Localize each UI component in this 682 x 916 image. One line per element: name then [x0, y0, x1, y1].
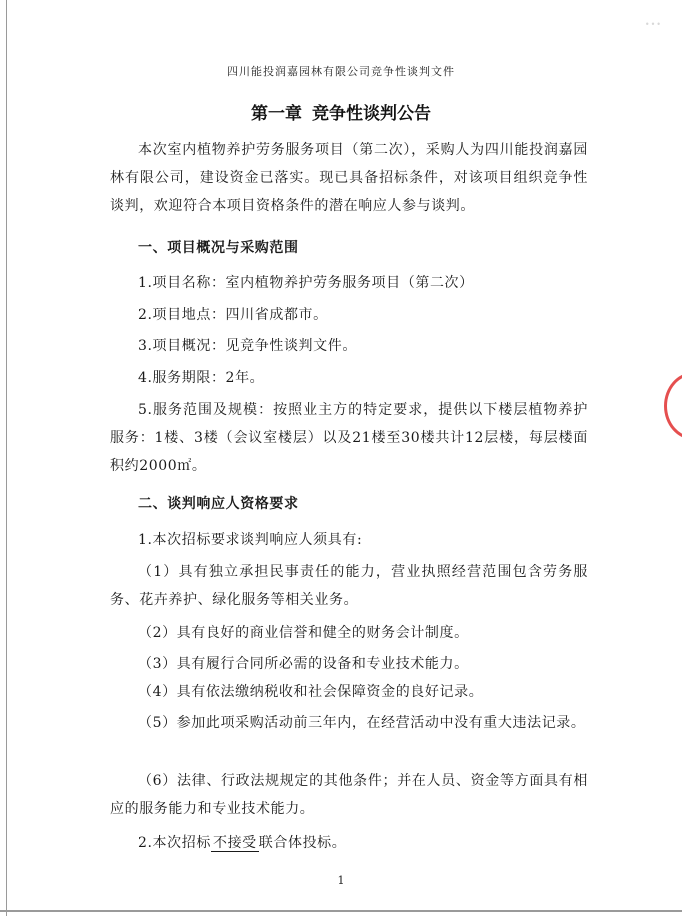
service-scope-item: 5.服务范围及规模：按照业主方的特定要求，提供以下楼层植物养护服务：1楼、3楼（会议室楼层）以及21楼至30楼共计12层楼，每层楼面积约2000㎡。: [110, 402, 588, 474]
service-period-item: 4.服务期限：2年。: [138, 370, 265, 386]
consortium-prefix: 2.本次招标: [138, 835, 211, 851]
page-frame-bottom: [0, 910, 682, 912]
corner-watermark: •••: [644, 20, 662, 29]
requirement-item: （1）具有独立承担民事责任的能力，营业执照经营范围包含劳务服务、花卉养护、绿化服务等相关业务。: [110, 564, 588, 608]
requirement-item: （5）参加此项采购活动前三年内，在经营活动中没有重大违法记录。: [138, 715, 586, 731]
project-name-item: 1.项目名称：室内植物养护劳务服务项目（第二次）: [138, 275, 474, 291]
chapter-name: 竞争性谈判公告: [312, 104, 431, 124]
consortium-suffix: 联合体投标。: [258, 835, 347, 851]
consortium-underlined: 不接受: [212, 835, 257, 851]
requirement-item: （6）法律、行政法规规定的其他条件；并在人员、资金等方面具有相应的服务能力和专业技术能力。: [110, 773, 588, 817]
requirement-item: （4）具有依法缴纳税收和社会保障资金的良好记录。: [138, 684, 484, 700]
chapter-title: [0, 99, 682, 124]
section-heading-1: 一、项目概况与采购范围: [138, 240, 299, 256]
section-heading-2: 二、谈判响应人资格要求: [138, 496, 299, 512]
requirements-lead: 1.本次招标要求谈判响应人须具有:: [138, 532, 363, 548]
project-overview-item: 3.项目概况：见竞争性谈判文件。: [138, 338, 357, 354]
chapter-number: 第一章: [251, 104, 302, 124]
requirement-item: （3）具有履行合同所必需的设备和专业技术能力。: [138, 656, 469, 672]
consortium-clause: [110, 829, 588, 857]
page-frame-left: [6, 0, 7, 916]
seal-stamp-edge: [662, 372, 682, 442]
intro-paragraph: 本次室内植物养护劳务服务项目（第二次），采购人为四川能投润嘉园林有限公司，建设资金已落实。现已具备招标条件，对该项目组织竞争性谈判，欢迎符合本项目资格条件的潜在响应人参与谈判。: [110, 142, 588, 214]
project-location-item: 2.项目地点：四川省成都市。: [138, 307, 328, 323]
requirement-item: （2）具有良好的商业信誉和健全的财务会计制度。: [138, 625, 469, 641]
document-header: 四川能投润嘉园林有限公司竞争性谈判文件: [227, 65, 455, 78]
page-number: 1: [337, 874, 345, 887]
